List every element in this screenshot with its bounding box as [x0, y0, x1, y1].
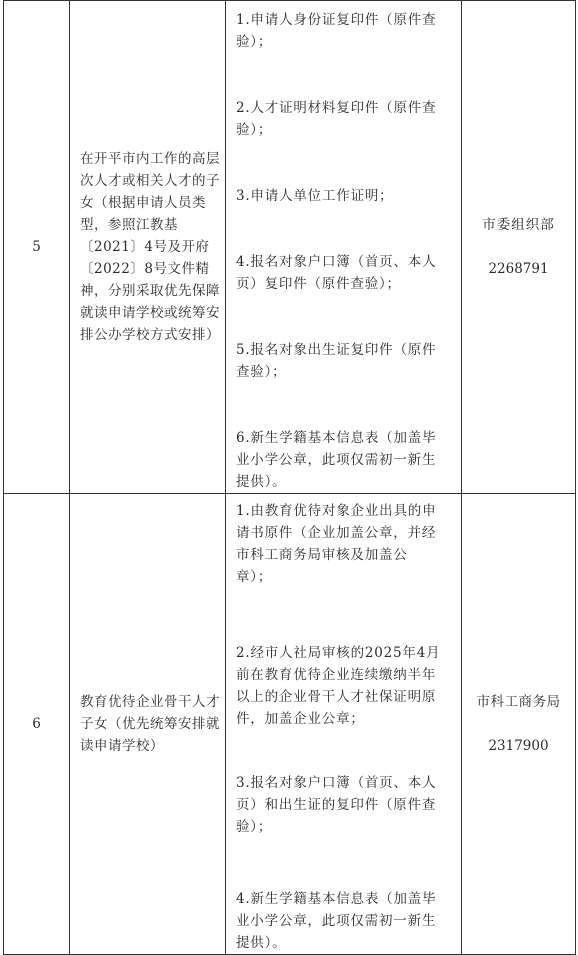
required-documents [226, 1, 462, 494]
document-item: 3.报名对象户口簿（首页、本人 页）和出生证的复印件（原件查 验）； [236, 775, 437, 835]
row-number: 6 [4, 494, 70, 955]
department-name: 市委组织部 [482, 217, 555, 233]
requirements-table [3, 0, 576, 955]
applicant-category: 教育优待企业骨干人才子女（优先统筹安排就读申请学校） [70, 494, 226, 955]
document-item: 4.新生学籍基本信息表（加盖毕 业小学公章，此项仅需初一新生 提供）。 [236, 891, 437, 951]
department-name: 市科工商务局 [476, 694, 561, 710]
required-documents [226, 494, 462, 955]
applicant-category: 在开平市内工作的高层次人才或相关人才的子女（根据申请人员类型，参照江教基〔2021〕4号及开府〔2022〕8号文件精神，分别采取优先保障就读申请学校或统筹安排公办学校方式安排） [70, 1, 226, 494]
document-item: 2.经市人社局审核的2025年4月 前在教育优待企业连续缴纳半年 以上的企业骨干人才社保证明原 件，加盖企业公章； [236, 645, 441, 727]
department-phone: 2317900 [488, 738, 549, 754]
document-item: 3.申请人单位工作证明； [236, 188, 394, 204]
document-item: 1.申请人身份证复印件（原件查 验）； [236, 12, 437, 50]
document-item: 1.由教育优待对象企业出具的申 请书原件（企业加盖公章，并经 市科工商务局审核及加盖公 章）； [236, 503, 437, 585]
document-item: 2.人才证明材料复印件（原件查 验）； [236, 100, 437, 138]
table-row [4, 1, 576, 494]
responsible-department [462, 1, 576, 494]
row-number: 5 [4, 1, 70, 494]
table-row [4, 494, 576, 955]
responsible-department [462, 494, 576, 955]
document-item: 6.新生学籍基本信息表（加盖毕 业小学公章，此项仅需初一新生 提供）。 [236, 430, 437, 490]
document-item: 4.报名对象户口簿（首页、本人 页）复印件（原件查验）； [236, 254, 437, 292]
department-phone: 2268791 [488, 261, 549, 277]
document-item: 5.报名对象出生证复印件（原件 查验）； [236, 342, 437, 380]
